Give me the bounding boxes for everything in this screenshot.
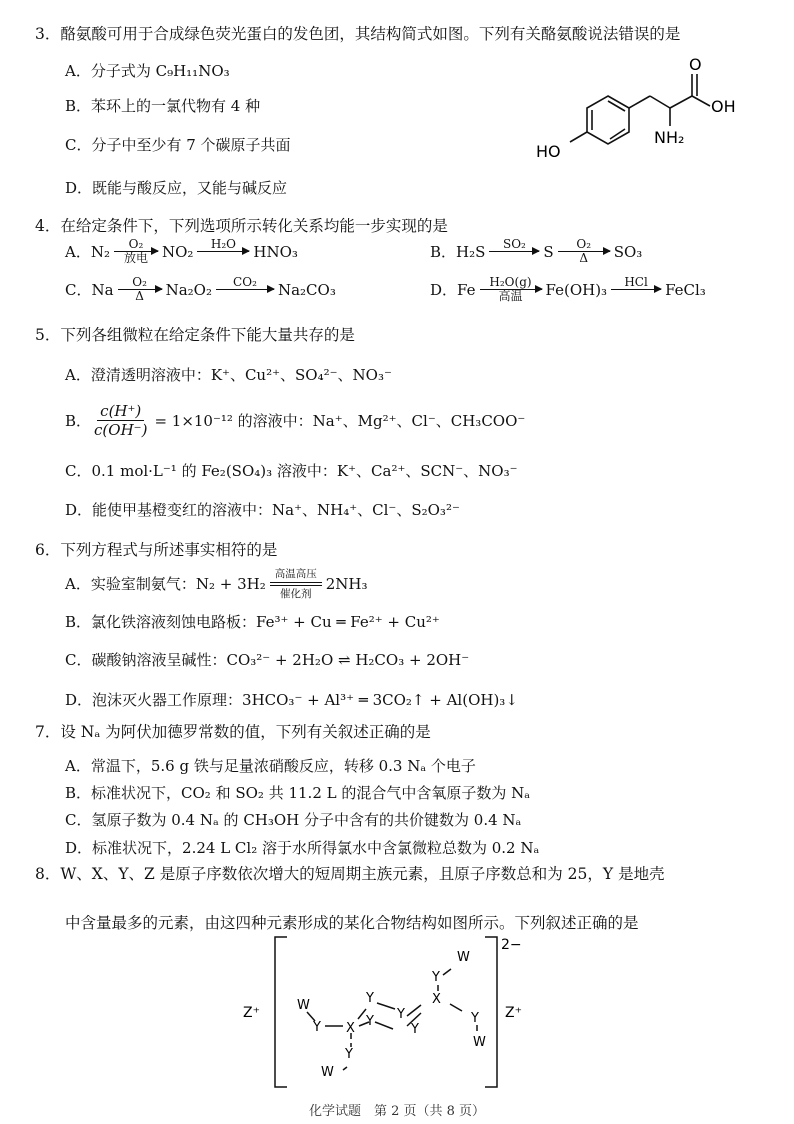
q6a-post: 2NH₃ — [325, 574, 368, 593]
q6-option-d: D．泡沫灭火器工作原理：3HCO₃⁻ + Al³⁺ ═ 3CO₂↑ + Al(OH)₃↓ — [65, 691, 518, 709]
q4d-label: D． — [430, 281, 458, 299]
q4-stem: 4．在给定条件下，下列选项所示转化关系均能一步实现的是 — [35, 217, 448, 235]
q3-stem: 3．酪氨酸可用于合成绿色荧光蛋白的发色团，其结构简式如图。下列有关酪氨酸说法错误的是 — [35, 25, 681, 43]
q4b-arrow-1-top: SO₂ — [502, 237, 526, 251]
q7-option-b: B．标准状况下，CO₂ 和 SO₂ 共 11.2 L 的混合气中含氧原子数为 Nₐ — [65, 784, 531, 802]
q5b-numerator: c(H⁺) — [97, 402, 144, 421]
q5-option-b — [65, 402, 525, 439]
q4a-arrow-1-bottom: 放电 — [123, 251, 148, 265]
q4d-arrow-2-top: HCl — [624, 275, 648, 289]
q4d-arrow-1-top: H₂O(g) — [489, 275, 532, 289]
cation-left: Z⁺ — [243, 1005, 260, 1021]
atom-x-1: X — [346, 1021, 355, 1036]
q4d-arrow-1-bottom: 高温 — [498, 289, 523, 303]
q4a-species-2: NO₂ — [161, 242, 194, 261]
q4b-species-3: SO₃ — [613, 242, 643, 261]
atom-y-2: Y — [366, 991, 374, 1006]
q4a-species-1: N₂ — [90, 242, 110, 261]
q4b-species-2: S — [543, 242, 554, 261]
q6a-condition-bottom: 催化剂 — [279, 588, 312, 600]
atom-y-5: Y — [411, 1022, 419, 1037]
q4c-arrow-2 — [216, 276, 274, 303]
q4-option-b — [430, 238, 642, 265]
anion-charge: 2− — [501, 937, 522, 953]
q4b-arrow-2 — [558, 238, 610, 265]
atom-y-8: Y — [345, 1047, 353, 1062]
q4b-species-1: H₂S — [456, 242, 486, 261]
q5-stem: 5．下列各组微粒在给定条件下能大量共存的是 — [35, 326, 355, 344]
q6a-reversible-arrow — [270, 566, 322, 601]
q7-option-c: C．氢原子数为 0.4 Nₐ 的 CH₃OH 分子中含有的共价键数为 0.4 Nₐ — [65, 811, 522, 829]
q4a-label: A． — [65, 243, 91, 261]
atom-w-2: W — [457, 950, 470, 965]
q6-option-c: C．碳酸钠溶液呈碱性：CO₃²⁻ + 2H₂O ⇌ H₂CO₃ + 2OH⁻ — [65, 651, 470, 669]
amino-label: NH₂ — [654, 128, 685, 147]
q4c-species-3: Na₂CO₃ — [277, 280, 336, 299]
phenol-ho-label: HO — [536, 142, 561, 161]
q4a-arrow-2-top: H₂O — [210, 237, 236, 251]
page-footer: 化学试题 第 2 页（共 8 页） — [308, 1104, 486, 1119]
q4b-arrow-2-top: O₂ — [576, 237, 592, 251]
q4c-species-2: Na₂O₂ — [165, 280, 212, 299]
q4c-arrow-1 — [118, 276, 162, 303]
q4d-species-1: Fe — [457, 280, 476, 299]
q4c-species-1: Na — [91, 280, 114, 299]
q5-option-c: C．0.1 mol·L⁻¹ 的 Fe₂(SO₄)₃ 溶液中：K⁺、Ca²⁺、SCN⁻、NO₃⁻ — [65, 462, 518, 480]
q5b-fraction — [91, 402, 150, 439]
q3-option-d: D．既能与酸反应，又能与碱反应 — [65, 179, 288, 197]
q4d-arrow-1 — [480, 276, 542, 303]
q6a-condition-top: 高温高压 — [274, 568, 317, 580]
q4-option-a — [65, 238, 298, 265]
q4c-label: C． — [65, 281, 92, 299]
q5-option-a: A．澄清透明溶液中：K⁺、Cu²⁺、SO₄²⁻、NO₃⁻ — [65, 366, 392, 384]
q6a-pre: A．实验室制氨气：N₂ + 3H₂ — [65, 575, 266, 593]
q4a-species-3: HNO₃ — [253, 242, 298, 261]
tyrosine-structure — [530, 50, 770, 170]
q4-option-c — [65, 276, 336, 303]
atom-w-1: W — [297, 998, 310, 1013]
q6-stem: 6．下列方程式与所述事实相符的是 — [35, 541, 278, 559]
q3-option-a: A．分子式为 C₉H₁₁NO₃ — [65, 62, 230, 80]
q6-option-b: B．氯化铁溶液刻蚀电路板：Fe³⁺ + Cu ═ Fe²⁺ + Cu²⁺ — [65, 613, 440, 631]
atom-x-2: X — [432, 992, 441, 1007]
q4a-arrow-2 — [197, 238, 249, 265]
q5b-label: B． — [65, 412, 92, 430]
q3-option-b: B．苯环上的一氯代物有 4 种 — [65, 97, 261, 115]
atom-y-3: Y — [366, 1014, 374, 1029]
q6-option-a — [65, 566, 367, 601]
q4d-species-3: FeCl₃ — [665, 280, 706, 299]
hydroxyl-label: OH — [711, 97, 736, 116]
q4c-arrow-1-bottom: Δ — [135, 289, 144, 303]
q8-stem-line-1: 8．W、X、Y、Z 是原子序数依次增大的短周期主族元素，且原子序数总和为 25，Y 是地壳 — [35, 865, 665, 883]
q8-anion-structure — [225, 925, 555, 1095]
q5b-denominator: c(OH⁻) — [94, 421, 148, 439]
q4a-arrow-1 — [114, 238, 158, 265]
q5b-rest: = 1×10⁻¹² 的溶液中：Na⁺、Mg²⁺、Cl⁻、CH₃COO⁻ — [154, 412, 526, 430]
q7-option-d: D．标准状况下，2.24 L Cl₂ 溶于水所得氯水中含氯微粒总数为 0.2 Nₐ — [65, 839, 540, 857]
q8-stem-line-2: 中含量最多的元素，由这四种元素形成的某化合物结构如图所示。下列叙述正确的是 — [65, 914, 639, 932]
q4c-arrow-1-top: O₂ — [132, 275, 147, 289]
q4d-arrow-2 — [611, 276, 661, 303]
cation-right: Z⁺ — [505, 1005, 522, 1021]
q5-option-d: D．能使甲基橙变红的溶液中：Na⁺、NH₄⁺、Cl⁻、S₂O₃²⁻ — [65, 501, 460, 519]
atom-w-4: W — [321, 1065, 334, 1080]
q4b-arrow-1 — [489, 238, 539, 265]
q7-option-a: A．常温下，5.6 g 铁与足量浓硝酸反应，转移 0.3 Nₐ 个电子 — [65, 757, 476, 775]
q3-option-c: C．分子中至少有 7 个碳原子共面 — [65, 136, 291, 154]
q4b-arrow-2-bottom: Δ — [579, 251, 589, 265]
atom-y-4: Y — [397, 1007, 405, 1022]
atom-y-7: Y — [471, 1011, 479, 1026]
q4b-label: B． — [430, 243, 457, 261]
oxygen-label: O — [689, 55, 702, 74]
atom-y-6: Y — [432, 970, 440, 985]
atom-w-3: W — [473, 1035, 486, 1050]
q4a-arrow-1-top: O₂ — [128, 237, 144, 251]
q4-option-d — [430, 276, 706, 303]
atom-y-1: Y — [313, 1020, 321, 1035]
q4d-species-2: Fe(OH)₃ — [545, 280, 608, 299]
benzene-ring — [587, 96, 629, 144]
q7-stem: 7．设 Nₐ 为阿伏加德罗常数的值，下列有关叙述正确的是 — [35, 723, 431, 741]
q4c-arrow-2-top: CO₂ — [233, 275, 257, 289]
